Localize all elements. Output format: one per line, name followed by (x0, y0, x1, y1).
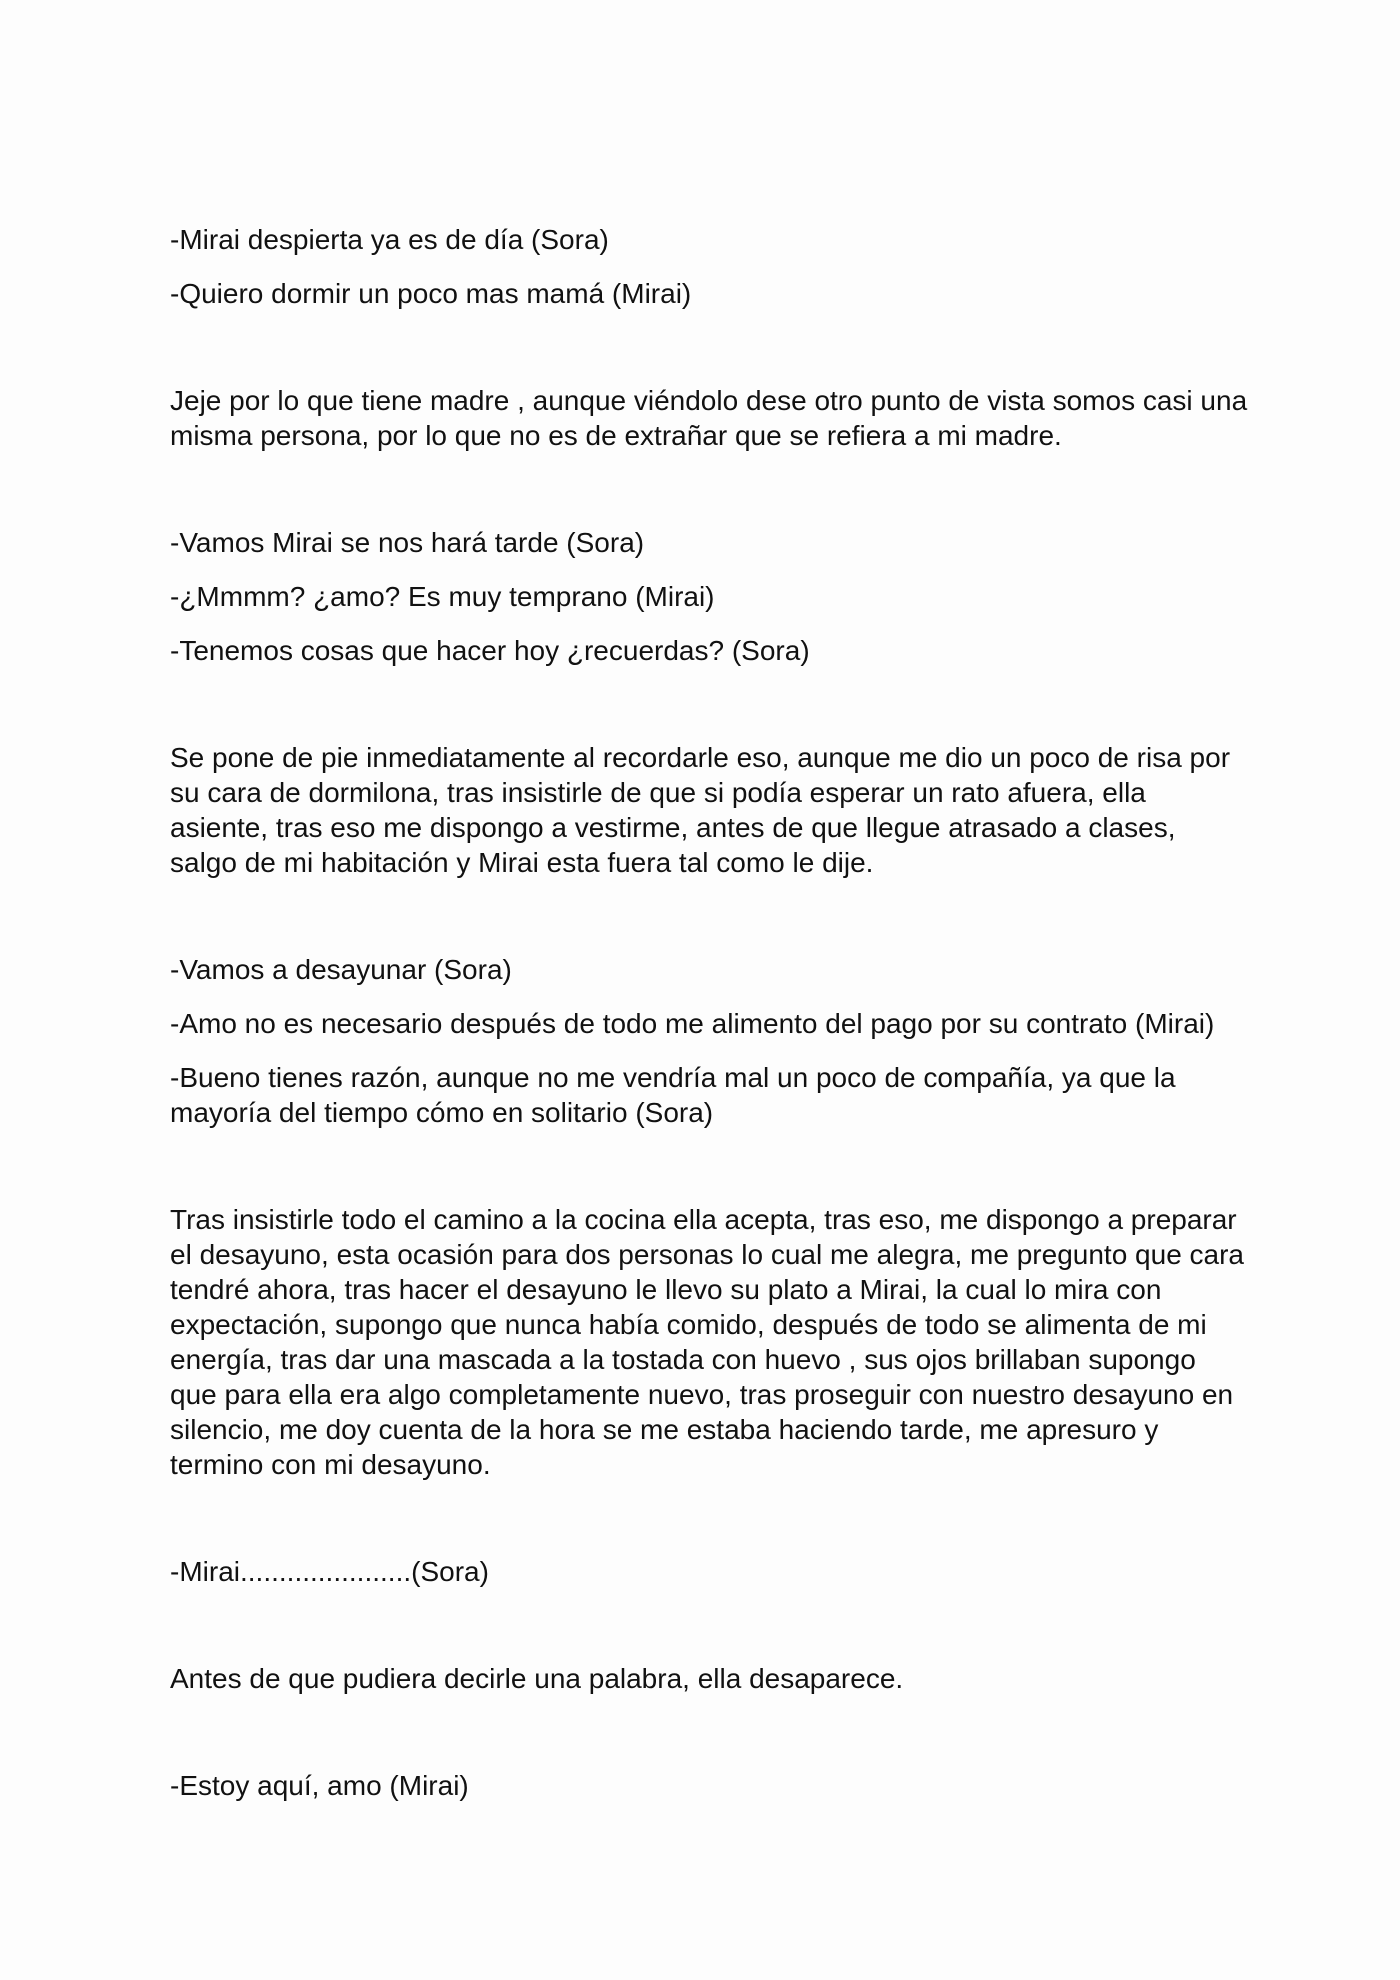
dialogue-line: -¿Mmmm? ¿amo? Es muy temprano (Mirai) (170, 581, 715, 612)
narration-paragraph: Antes de que pudiera decirle una palabra, ella desaparece. (170, 1663, 904, 1694)
narration-paragraph: Tras insistirle todo el camino a la cocina ella acepta, tras eso, me dispongo a preparar el desayuno, esta ocasión para dos personas lo cual me alegra, me pregunto que cara tendré ahora, tras hacer el desayuno le llevo su plato a Mirai, la cual lo mira con expectación, supongo que nunca había comido, después de todo se alimenta de mi energía, tras dar una mascada a la tostada con huevo , sus ojos brillaban supongo que para ella era algo completamente nuevo, tras proseguir con nuestro desayuno en silencio, me doy cuenta de la hora se me estaba haciendo tarde, me apresuro y termino con mi desayuno. (170, 1204, 1245, 1480)
dialogue-line: -Bueno tienes razón, aunque no me vendría mal un poco de compañía, ya que la mayoría del tiempo cómo en solitario (Sora) (170, 1062, 1176, 1128)
narration-paragraph: Se pone de pie inmediatamente al recordarle eso, aunque me dio un poco de risa por su cara de dormilona, tras insistirle de que si podía esperar un rato afuera, ella asiente, tras eso me dispongo a vestirme, antes de que llegue atrasado a clases, salgo de mi habitación y Mirai esta fuera tal como le dije. (170, 742, 1231, 878)
narration-paragraph: Jeje por lo que tiene madre , aunque viéndolo dese otro punto de vista somos casi una misma persona, por lo que no es de extrañar que se refiera a mi madre. (170, 385, 1248, 451)
dialogue-line: -Mirai......................(Sora) (170, 1556, 489, 1587)
dialogue-line: -Vamos a desayunar (Sora) (170, 954, 512, 985)
dialogue-line: -Vamos Mirai se nos hará tarde (Sora) (170, 527, 645, 558)
dialogue-line: -Mirai despierta ya es de día (Sora) (170, 224, 609, 255)
dialogue-line: -Estoy aquí, amo (Mirai) (170, 1770, 469, 1801)
dialogue-line: -Amo no es necesario después de todo me alimento del pago por su contrato (Mirai) (170, 1008, 1215, 1039)
document-body (170, 222, 1250, 1803)
dialogue-line: -Quiero dormir un poco mas mamá (Mirai) (170, 278, 692, 309)
dialogue-line: -Tenemos cosas que hacer hoy ¿recuerdas? (Sora) (170, 635, 810, 666)
